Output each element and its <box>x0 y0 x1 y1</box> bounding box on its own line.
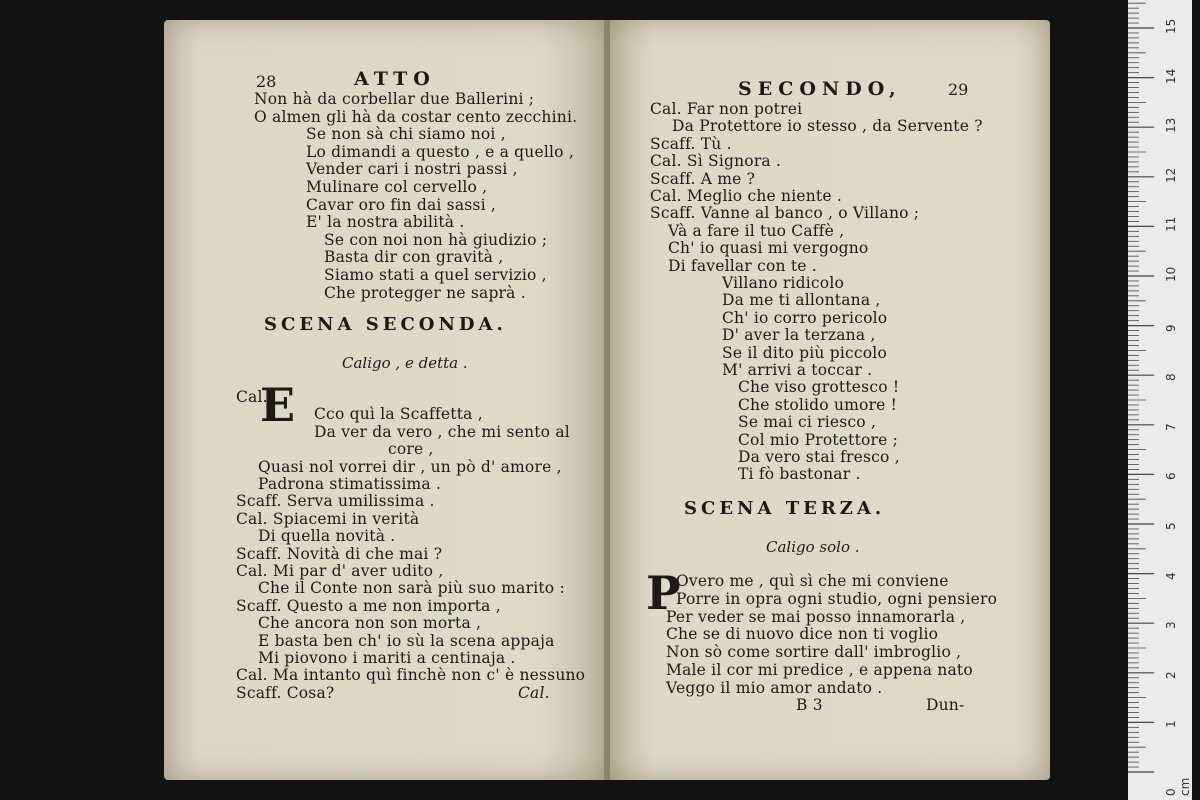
text-line: Ch' io quasi mi vergogno <box>668 239 869 258</box>
ruler-unit: 0 cm <box>1164 777 1192 796</box>
running-header: SECONDO, <box>738 78 902 100</box>
text-line: Cco quì la Scaffetta , <box>314 405 483 424</box>
text-line: Scaff. Questo a me non importa , <box>236 596 501 615</box>
right-page <box>610 20 1050 780</box>
ruler-label: 3 <box>1164 621 1178 630</box>
text-line: Di favellar con te . <box>668 256 817 275</box>
ruler-label: 6 <box>1164 472 1178 481</box>
ruler-label: 11 <box>1164 217 1178 233</box>
text-line: Lo dimandi a questo , e a quello , <box>306 142 574 161</box>
text-line: Scaff. A me ? <box>650 169 756 188</box>
text-line: Male il cor mi predice , e appena nato <box>666 661 973 679</box>
page-number: 29 <box>948 80 969 99</box>
text-line: Se con noi non hà giudizio ; <box>324 230 548 249</box>
ruler-label: 4 <box>1164 571 1178 580</box>
text-line: E' la nostra abilità . <box>306 213 465 232</box>
text-line: Di quella novità . <box>258 527 396 546</box>
text-line: Che il Conte non sarà più suo marito : <box>258 579 565 598</box>
ruler-label: 5 <box>1164 522 1178 530</box>
text-line: Cal. Meglio che niente . <box>650 187 842 205</box>
catchword: Cal. <box>518 684 550 702</box>
text-line: M' arrivi a toccar . <box>722 361 873 379</box>
text-line: Cal. Mi par d' aver udito , <box>236 562 444 580</box>
text-line: Cal. <box>236 388 268 406</box>
ruler-label: 2 <box>1164 671 1178 679</box>
text-line: Ch' io corro pericolo <box>722 308 888 327</box>
page-number: 28 <box>256 72 277 91</box>
text-line: Se non sà chi siamo noi , <box>306 125 506 144</box>
ruler-label: 15 <box>1164 18 1178 34</box>
text-line: O almen gli hà da costar cento zecchini. <box>254 107 578 126</box>
signature-mark: B 3 <box>796 696 823 714</box>
text-line: Overo me , quì sì che mi conviene <box>676 572 949 590</box>
ruler-label: 9 <box>1164 323 1178 332</box>
text-line: Per veder se mai posso innamorarla , <box>666 607 966 626</box>
text-line: Cal. Far non potrei <box>650 100 803 118</box>
ruler-label: 8 <box>1164 373 1178 382</box>
text-line: Ti fò bastonar . <box>738 465 861 484</box>
text-line: Non sò come sortire dall' imbroglio , <box>666 643 962 662</box>
ruler-label: 13 <box>1164 117 1178 134</box>
text-line: Che ancora non son morta , <box>258 614 482 633</box>
drop-cap: P <box>646 566 681 620</box>
text-line: Mi piovono i mariti a centinaja . <box>258 649 516 667</box>
text-line: Che viso grottesco ! <box>738 378 900 397</box>
text-line: Padrona stimatissima . <box>258 475 442 493</box>
text-line: Scaff. Novità di che mai ? <box>236 544 443 563</box>
text-line: Scaff. Tù . <box>650 134 732 153</box>
text-line: E basta ben ch' io sù la scena appaja <box>258 631 555 650</box>
text-line: Veggo il mio amor andato . <box>666 678 883 697</box>
text-line: Col mio Protettore ; <box>738 430 899 449</box>
text-line: Vender cari i nostri passi , <box>306 160 518 179</box>
left-page <box>164 20 606 780</box>
text-line: Porre in opra ogni studio, ogni pensiero <box>676 589 998 608</box>
text-line: Siamo stati a quel servizio , <box>324 266 547 284</box>
ruler-ticks <box>1128 0 1192 800</box>
catchword: Dun- <box>926 696 965 714</box>
ruler-label: 14 <box>1164 68 1178 84</box>
text-line: Da me ti allontana , <box>722 291 881 310</box>
text-line: Scaff. Cosa? <box>236 683 335 702</box>
text-line: Villano ridicolo <box>722 274 845 292</box>
scene-title: SCENA TERZA. <box>684 498 886 519</box>
text-line: Cal. Sì Signora . <box>650 152 782 171</box>
text-line: Che se di nuovo dice non ti voglio <box>666 625 939 644</box>
text-line: Da ver da vero , che mi sento al <box>314 422 570 441</box>
text-line: Cal. Spiacemi in verità <box>236 509 420 528</box>
ruler-label: 12 <box>1164 167 1178 183</box>
text-line: Quasi nol vorrei dir , un pò d' amore , <box>258 457 562 476</box>
scale-ruler <box>1128 0 1192 800</box>
scene-subtitle: Caligo solo . <box>766 538 860 556</box>
drop-cap: E <box>260 378 296 432</box>
text-line: Scaff. Vanne al banco , o Villano ; <box>650 204 920 223</box>
scene-subtitle: Caligo , e detta . <box>342 354 468 372</box>
text-line: Che protegger ne saprà . <box>324 283 526 302</box>
ruler-label: 10 <box>1164 266 1178 282</box>
text-line: Non hà da corbellar due Ballerini ; <box>254 90 535 108</box>
text-line: Se mai ci riesco , <box>738 413 877 432</box>
text-line: Mulinare col cervello , <box>306 178 488 196</box>
text-line: Basta dir con gravità , <box>324 248 504 267</box>
text-line: Cavar oro fin dai sassi , <box>306 195 497 214</box>
ruler-label: 7 <box>1164 423 1178 431</box>
text-line: core , <box>388 440 434 459</box>
running-header: ATTO <box>354 68 436 90</box>
ruler-label: 1 <box>1164 720 1178 729</box>
text-line: Scaff. Serva umilissima . <box>236 492 435 511</box>
text-line: Se il dito più piccolo <box>722 343 887 362</box>
text-line: Cal. Ma intanto quì finchè non c' è nessuno <box>236 666 586 685</box>
text-line: Và a fare il tuo Caffè , <box>668 221 845 240</box>
text-line: D' aver la terzana , <box>722 326 876 345</box>
text-line: Da Protettore io stesso , da Servente ? <box>672 117 983 136</box>
open-book <box>164 20 1050 780</box>
text-line: Da vero stai fresco , <box>738 448 900 466</box>
text-line: Che stolido umore ! <box>738 395 898 414</box>
scene-title: SCENA SECONDA. <box>264 314 507 335</box>
